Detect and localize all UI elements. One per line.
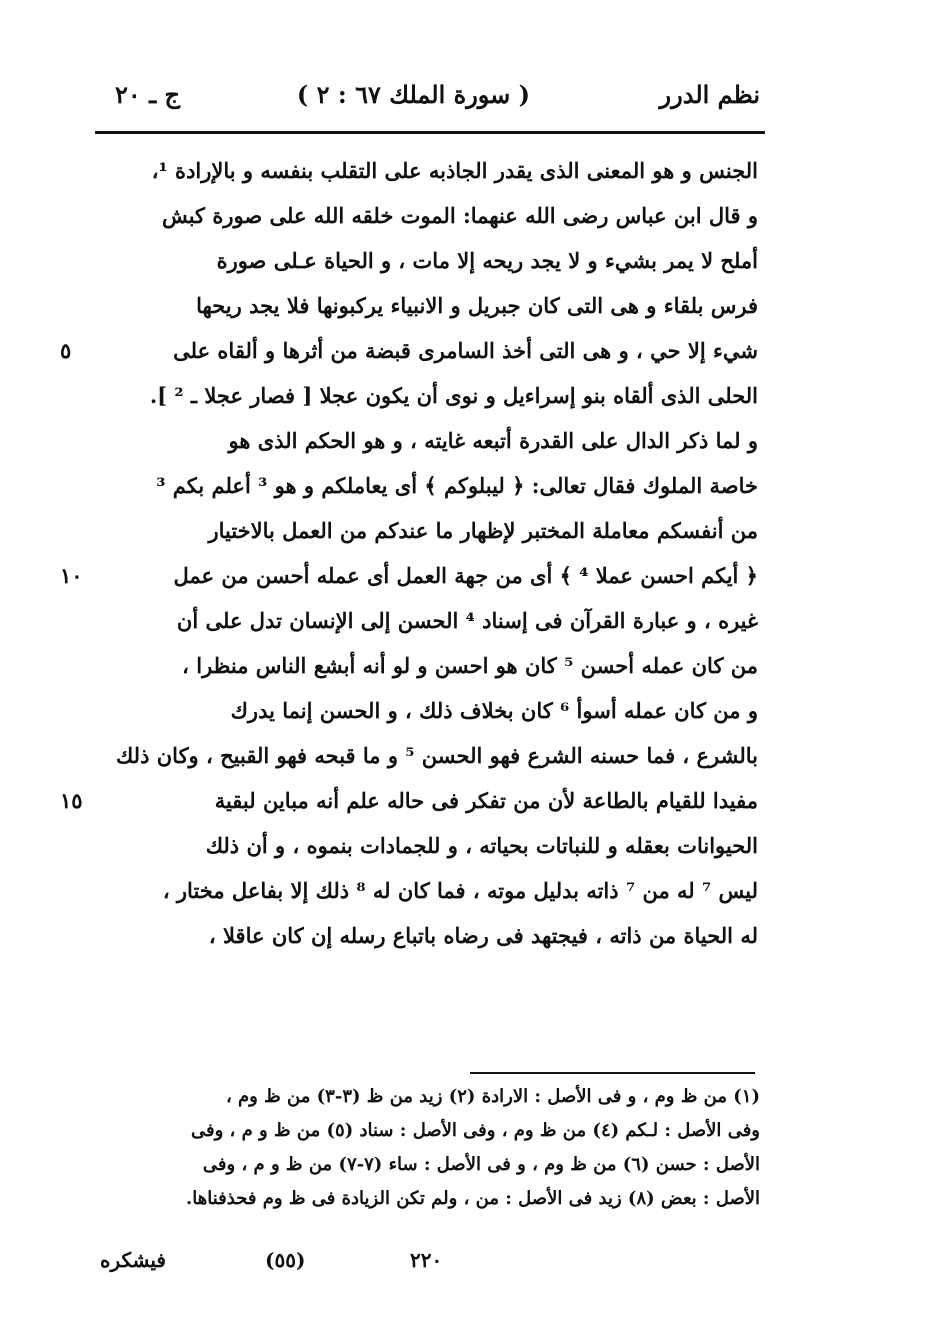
page-header [95,80,760,120]
catchword: فيشكره [100,1248,166,1272]
line-number: ١٥ [60,788,83,813]
text-line: من كان عمله أحسن ⁵ كان هو احسن و لو أنه أبشع الناس منظرا ، [182,653,758,678]
book-title: نظم الدرر [659,80,760,109]
page-footer [100,1248,600,1284]
main-text [60,148,758,958]
line-number: ١٠ [60,563,83,588]
part-number: ج ـ ٢٠ [115,80,181,109]
text-line: بالشرع ، فما حسنه الشرع فهو الحسن ⁵ و ما قبحه فهو القبيح ، وكان ذلك [115,743,758,768]
text-line: شيء إلا حي ، و هى التى أخذ السامرى قبضة من أثرها و ألقاه على ٥ [108,328,758,373]
text-line: أملح لا يمر بشيء و لا يجد ريحه إلا مات ، و الحياة عـلى صورة [216,248,758,273]
signature-number: (٥٥) [265,1248,306,1272]
surah-reference: ( سورة الملك ٦٧ : ٢ ) [296,80,530,109]
text-line: من أنفسكم معاملة المختبر لإظهار ما عندكم من العمل بالاختيار [208,518,758,543]
footnote-line: وفى الأصل : لـكم (٤) من ظ وم ، وفى الأصل : سناد (٥) من ظ و م ، وفى [190,1120,760,1141]
text-line: الجنس و هو المعنى الذى يقدر الجاذبه على التقلب بنفسه و بالإرادة ¹، [151,158,758,183]
line-number: ٥ [60,338,72,363]
text-line: مفيدا للقيام بالطاعة لأن من تفكر فى حاله علم أنه مباين لبقية ١٥ [108,778,758,823]
footnote-line: الأصل : بعض (٨) زيد فى الأصل : من ، ولم تكن الزيادة فى ظ وم فحذفناها. [186,1188,760,1209]
header-rule [95,131,765,134]
footnote-rule [470,1072,755,1074]
text-line: الحلى الذى ألقاه بنو إسراءيل و نوى أن يكون عجلا [ فصار عجلا ـ ² ]. [149,383,758,408]
footnote-line: (١) من ظ وم ، و فى الأصل : الارادة (٢) زيد من ظ (٣-٣) من ظ وم ، [225,1086,760,1107]
text-line: له الحياة من ذاته ، فيجتهد فى رضاه باتباع رسله إن كان عاقلا ، [208,923,758,948]
text-line: الحيوانات بعقله و للنباتات بحياته ، و للجمادات بنموه ، و أن ذلك [205,833,758,858]
text-line: فرس بلقاء و هى التى كان جبريل و الانبياء يركبونها فلا يجد ريحها [196,293,758,318]
text-line: و لما ذكر الدال على القدرة أتبعه غايته ، و هو الحكم الذى هو [228,428,758,453]
text-line: غيره ، و عبارة القرآن فى إسناد ⁴ الحسن إلى الإنسان تدل على أن [176,608,758,633]
footnote-line: الأصل : حسن (٦) من ظ وم ، و فى الأصل : ساء (٧-٧) من ظ و م ، وفى [202,1154,760,1175]
footnotes [105,1080,760,1216]
text-line: و من كان عمله أسوأ ⁶ كان بخلاف ذلك ، و الحسن إنما يدرك [230,698,758,723]
page-number: ٢٢٠ [410,1248,443,1272]
text-line: خاصة الملوك فقال تعالى: ﴿ ليبلوكم ﴾ أى يعاملكم و هو ³ أعلم بكم ³ [156,473,758,498]
text-line: ﴿ أيكم احسن عملا ⁴ ﴾ أى من جهة العمل أى عمله أحسن من عمل ١٠ [108,553,758,598]
text-line: و قال ابن عباس رضى الله عنهما: الموت خلقه الله على صورة كبش [161,203,758,228]
text-line: ليس ⁷ له من ⁷ ذاته بدليل موته ، فما كان له ⁸ ذلك إلا بفاعل مختار ، [162,878,758,903]
